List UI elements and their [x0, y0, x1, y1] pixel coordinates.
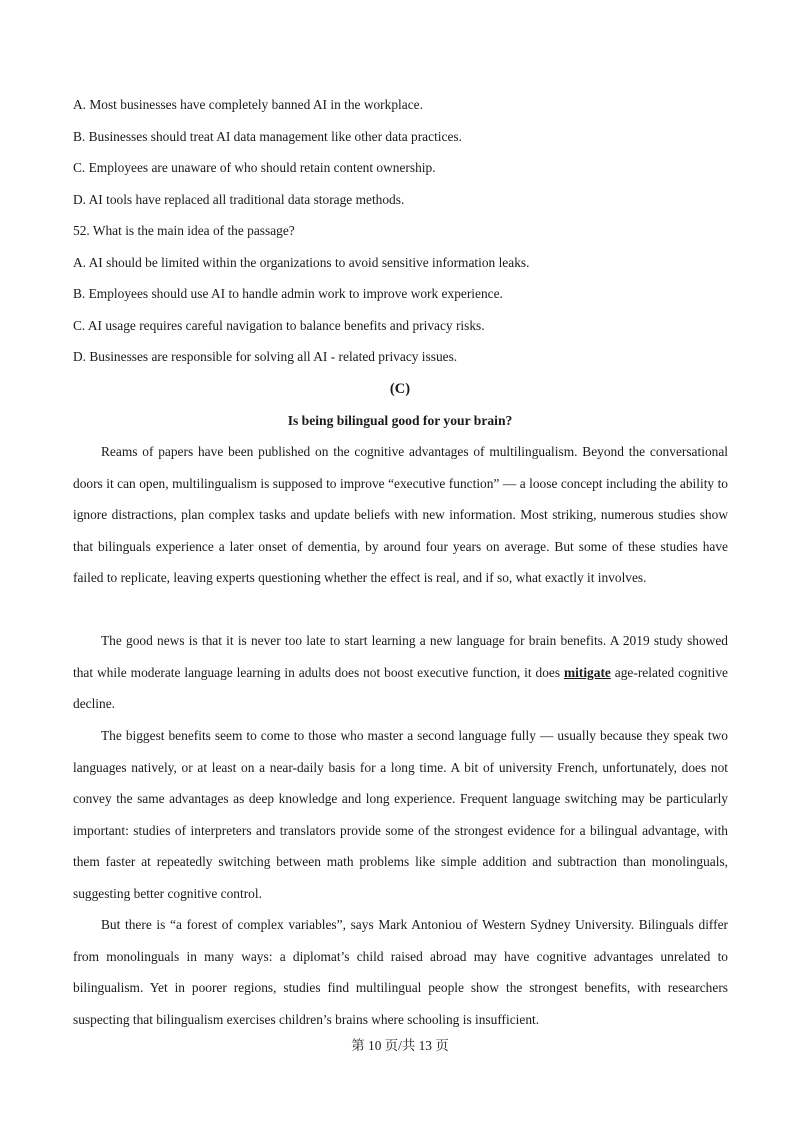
option-d: D. AI tools have replaced all traditional data storage methods.	[73, 192, 405, 207]
page-footer: 第 10 页/共 13 页	[351, 1038, 449, 1053]
paragraph-2	[73, 625, 728, 720]
paragraph-1: Reams of papers have been published on the cognitive advantages of multilingualism. Beyond the conversational doors it can open, multilingualism is supposed to improve “executive function” — a loose concept including the ability to ignore distractions, plan complex tasks and update beliefs with new information. Most striking, numerous studies show that bilinguals experience a later onset of dementia, by around four years on average. But some of these studies have failed to replicate, leaving experts questioning whether the effect is real, and if so, what exactly it involves.	[73, 444, 728, 586]
section-label: (C)	[389, 381, 411, 397]
option-a: A. Most businesses have completely banned AI in the workplace.	[73, 97, 423, 112]
paragraph-3: The biggest benefits seem to come to those who master a second language fully — usually because they speak two languages natively, or at least on a near-daily basis for a long time. A bit of university French, unfortunately, does not convey the same advantages as deep knowledge and long experience. Frequent language switching may be particularly important: studies of interpreters and translators provide some of the strongest evidence for a bilingual advantage, with them faster at repeatedly switching between math problems like simple addition and subtraction than monolinguals, suggesting better cognitive control.	[73, 728, 728, 901]
option-c: C. Employees are unaware of who should retain content ownership.	[73, 160, 436, 175]
question-52-stem: 52. What is the main idea of the passage?	[73, 223, 295, 238]
underlined-word: mitigate	[564, 664, 611, 680]
question-52-option-b: B. Employees should use AI to handle admin work to improve work experience.	[73, 286, 503, 301]
question-52-option-d: D. Businesses are responsible for solving all AI - related privacy issues.	[73, 349, 458, 364]
option-b: B. Businesses should treat AI data management like other data practices.	[73, 129, 462, 144]
question-52-option-a: A. AI should be limited within the organizations to avoid sensitive information leaks.	[73, 255, 530, 270]
question-52-option-c: C. AI usage requires careful navigation to balance benefits and privacy risks.	[73, 318, 485, 333]
passage-title: Is being bilingual good for your brain?	[287, 413, 513, 428]
paragraph-2-text-start: The good news is that it is never too late to start learning a new language for brain benefits. A 2019 study showed that while moderate language learning in adults does not boost executive function, it does	[73, 633, 728, 680]
paragraph-4: But there is “a forest of complex variables”, says Mark Antoniou of Western Sydney University. Bilinguals differ from monolinguals in many ways: a diplomat’s child raised abroad may have cognitive advantages unrelated to bilingualism. Yet in poorer regions, studies find multilingual people show the strongest benefits, with researchers suspecting that bilingualism exercises children’s brains where schooling is insufficient.	[73, 917, 728, 1027]
paragraph-2-text-end: age-related cognitive decline.	[73, 664, 728, 712]
